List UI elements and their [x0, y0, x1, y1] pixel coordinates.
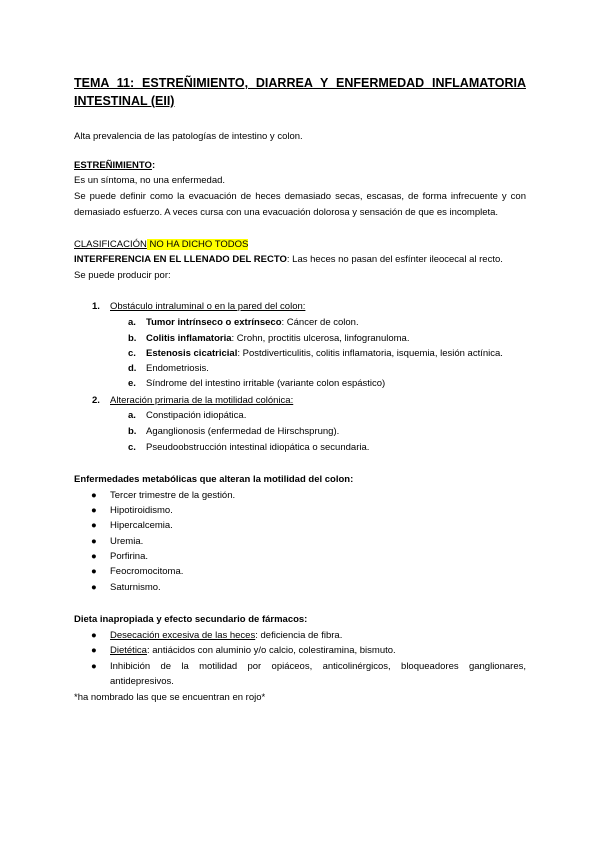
- bullet-item: Saturnismo.: [110, 582, 161, 593]
- bullet-icon: ●: [91, 505, 97, 516]
- estrenimiento-line2: Se puede definir como la evacuación de heces demasiado secas, escasas, de forma infrecuente y con: [74, 191, 526, 202]
- list-number: 2.: [92, 395, 100, 406]
- sublist-letter: b.: [128, 333, 137, 344]
- bullet-item: Inhibición de la motilidad por opiáceos, anticolinérgicos, bloqueadores ganglionares,: [110, 661, 526, 672]
- diet-heading: Dieta inapropiada y efecto secundario de fármacos:: [74, 614, 308, 625]
- clasificacion-label: CLASIFICACIÓN: [74, 239, 147, 250]
- sublist-letter: a.: [128, 410, 136, 421]
- bullet-icon: ●: [91, 520, 97, 531]
- estrenimiento-heading: [74, 158, 155, 173]
- sublist-letter: e.: [128, 378, 136, 389]
- clasificacion-note: NO HA DICHO TODOS: [146, 239, 249, 250]
- bullet-icon: ●: [91, 645, 97, 656]
- interferencia-bold: INTERFERENCIA EN EL LLENADO DEL RECTO: [74, 254, 287, 265]
- bullet-icon: ●: [91, 490, 97, 501]
- bullet-item: Dietética: antiácidos con aluminio y/o calcio, colestiramina, bismuto.: [110, 645, 396, 656]
- interferencia-line2: Se puede producir por:: [74, 270, 171, 281]
- bullet-item: Tercer trimestre de la gestión.: [110, 490, 236, 501]
- estrenimiento-line3: demasiado esfuerzo. A veces cursa con una evacuación dolorosa y sensación de que es incompleta.: [74, 207, 499, 218]
- sublist-item: Colitis inflamatoria: Crohn, proctitis ulcerosa, linfogranuloma.: [146, 333, 410, 344]
- estrenimiento-line1: Es un síntoma, no una enfermedad.: [74, 175, 226, 186]
- clasificacion-heading: [74, 237, 248, 252]
- sublist-item: Aganglionosis (enfermedad de Hirschsprung).: [146, 426, 340, 437]
- sublist-item: Tumor intrínseco o extrínseco: Cáncer de colon.: [146, 317, 359, 328]
- interferencia-line: [74, 252, 503, 267]
- bullet-icon: ●: [91, 582, 97, 593]
- list-item-label: Alteración primaria de la motilidad colónica:: [110, 395, 294, 406]
- bullet-item: Hipercalcemia.: [110, 520, 173, 531]
- bullet-item: Feocromocitoma.: [110, 566, 184, 577]
- sublist-item: Constipación idiopática.: [146, 410, 247, 421]
- metabolic-heading: Enfermedades metabólicas que alteran la motilidad del colon:: [74, 474, 354, 485]
- list-number: 1.: [92, 301, 100, 312]
- sublist-letter: d.: [128, 363, 137, 374]
- bullet-item: Uremia.: [110, 536, 144, 547]
- sublist-item: Síndrome del intestino irritable (variante colon espástico): [146, 378, 386, 389]
- bullet-item: Hipotiroidismo.: [110, 505, 173, 516]
- sublist-item: Pseudoobstrucción intestinal idiopática o secundaria.: [146, 442, 370, 453]
- page-title: TEMA 11: ESTREÑIMIENTO, DIARREA Y ENFERMEDAD INFLAMATORIA: [74, 76, 526, 90]
- list-item-label: Obstáculo intraluminal o en la pared del colon:: [110, 301, 306, 312]
- bullet-item-continuation: antidepresivos.: [110, 676, 174, 687]
- sublist-item: Endometriosis.: [146, 363, 209, 374]
- sublist-letter: c.: [128, 442, 136, 453]
- estrenimiento-heading-text: ESTREÑIMIENTO: [74, 160, 152, 171]
- footnote: *ha nombrado las que se encuentran en rojo*: [74, 692, 266, 703]
- bullet-icon: ●: [91, 630, 97, 641]
- bullet-item: Porfirina.: [110, 551, 149, 562]
- bullet-icon: ●: [91, 551, 97, 562]
- sublist-letter: c.: [128, 348, 136, 359]
- sublist-item: Estenosis cicatricial: Postdiverticulitis, colitis inflamatoria, isquemia, lesión actínica.: [146, 348, 503, 359]
- intro-text: Alta prevalencia de las patologías de intestino y colon.: [74, 131, 303, 142]
- sublist-letter: b.: [128, 426, 137, 437]
- estrenimiento-heading-colon: :: [151, 160, 156, 171]
- bullet-icon: ●: [91, 661, 97, 672]
- page-title-line2: INTESTINAL (EII): [74, 94, 175, 108]
- bullet-icon: ●: [91, 536, 97, 547]
- interferencia-rest: : Las heces no pasan del esfínter ileocecal al recto.: [286, 254, 503, 265]
- bullet-icon: ●: [91, 566, 97, 577]
- bullet-item: Desecación excesiva de las heces: deficiencia de fibra.: [110, 630, 343, 641]
- sublist-letter: a.: [128, 317, 136, 328]
